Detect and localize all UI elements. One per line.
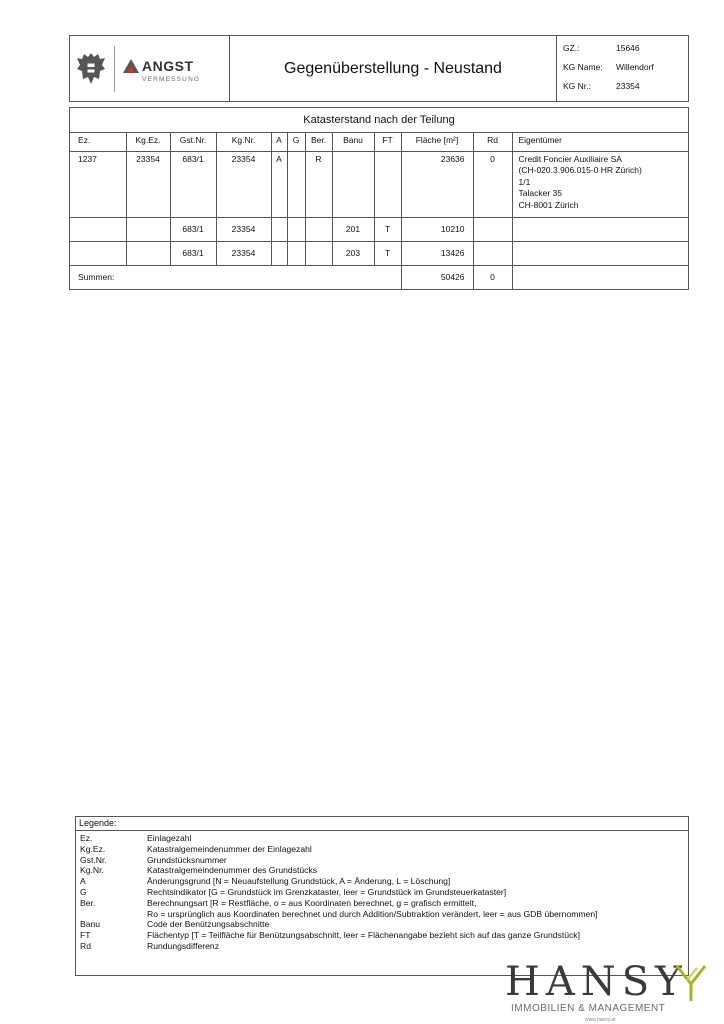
logo-cell [70, 36, 230, 101]
cell-kgnr: 23354 [216, 217, 271, 241]
brand-name: ANGST [142, 58, 194, 74]
legend-desc: Änderungsgrund [N = Neuaufstellung Grundstück, A = Änderung, L = Löschung] [147, 876, 451, 887]
info-value: 23354 [616, 81, 640, 91]
owner-line: Credit Foncier Auxiliaire SA [518, 153, 622, 164]
sum-empty [512, 265, 688, 289]
owner-line: 1/1 [518, 176, 531, 187]
table-row [70, 241, 688, 265]
legend-item [76, 930, 688, 941]
cadastre-table [70, 133, 688, 289]
legend-item [76, 876, 688, 887]
cell-ft: T [374, 217, 401, 241]
cell-flaeche: 23636 [401, 151, 473, 217]
col-header: Kg.Ez. [126, 133, 170, 151]
legend-key: G [80, 886, 87, 897]
hansy-logo-text: HANSY [505, 959, 688, 1005]
legend-desc: Katastralgemeindenummer der Einlagezahl [147, 843, 312, 854]
cell-ber [305, 241, 332, 265]
legend-key: Kg.Ez. [80, 843, 106, 854]
austrian-eagle-icon [76, 49, 106, 87]
cell-owner [512, 151, 688, 217]
col-header: Ez. [70, 133, 126, 151]
cell-flaeche: 13426 [401, 241, 473, 265]
legend-desc: Flächentyp [T = Teilfläche für Benützungsabschnitt, leer = Flächenangabe bezieht sich auf das ganze Grundstück] [147, 930, 580, 941]
col-header: Rd [473, 133, 512, 151]
legend-list [76, 831, 688, 952]
col-header: G [287, 133, 305, 151]
sum-flaeche: 50426 [401, 265, 473, 289]
col-header: Banu [332, 133, 374, 151]
sum-label: Summen: [70, 265, 401, 289]
cell-banu [332, 151, 374, 217]
info-value: Willendorf [616, 62, 654, 72]
owner-line: Talacker 35 [518, 188, 562, 198]
cell-kgez [126, 217, 170, 241]
cell-gst: 683/1 [170, 241, 216, 265]
legend-item [76, 898, 688, 909]
col-header: A [271, 133, 287, 151]
cell-kgnr: 23354 [216, 241, 271, 265]
info-label: KG Nr.: [563, 81, 591, 91]
legend-desc: Rechtsindikator [G = Grundstück im Grenzkataster, leer = Grundstück im Grundsteuerkataster] [147, 886, 507, 897]
cell-kgnr: 23354 [216, 151, 271, 217]
document-title: Gegenüberstellung - Neustand [230, 36, 557, 101]
document-header [69, 35, 689, 102]
legend-key: Rd [80, 940, 91, 951]
legend-desc: Katastralgemeindenummer des Grundstücks [147, 865, 318, 876]
col-header: Ber. [305, 133, 332, 151]
cell-ez: 1237 [70, 151, 126, 217]
legend-key: FT [80, 930, 91, 941]
cell-g [287, 241, 305, 265]
legend-key: Gst.Nr. [80, 854, 107, 865]
hansy-leaf-icon [673, 964, 709, 1002]
legend-desc: Einlagezahl [147, 833, 192, 843]
sum-row [70, 265, 688, 289]
legend-desc: Code der Benützungsabschnitte [147, 919, 270, 930]
cell-rd [473, 217, 512, 241]
info-value: 15646 [616, 43, 640, 53]
col-header: Eigentümer [512, 133, 688, 151]
cell-kgez [126, 241, 170, 265]
info-label: KG Name: [563, 62, 603, 72]
legend-title: Legende: [76, 817, 688, 831]
legend-key: Ber. [80, 897, 96, 908]
cell-rd: 0 [473, 151, 512, 217]
cell-gst: 683/1 [170, 151, 216, 217]
col-header: Kg.Nr. [216, 133, 271, 151]
legend-desc: Ro = ursprünglich aus Koordinaten berechnet und durch Addition/Subtraktion verändert, leer = aus GDB übernommen] [147, 908, 598, 919]
cell-banu: 203 [332, 241, 374, 265]
legend-key: Banu [80, 919, 101, 930]
table-row [70, 217, 688, 241]
col-header: Fläche [m²] [401, 133, 473, 151]
cell-a: A [271, 151, 287, 217]
owner-line: (CH-020.3.906.015-0 HR Zürich) [518, 165, 642, 175]
legend-item [76, 855, 688, 866]
legend-item [76, 909, 688, 920]
legend-item [76, 865, 688, 876]
logo-divider [114, 46, 115, 92]
legend-item [76, 919, 688, 930]
table-header-row [70, 133, 688, 151]
cell-a [271, 217, 287, 241]
hansy-url: www.hansy.at [585, 1017, 616, 1023]
col-header: Gst.Nr. [170, 133, 216, 151]
info-label: GZ.: [563, 43, 580, 53]
legend-item [76, 833, 688, 844]
hansy-watermark [505, 959, 715, 1023]
hansy-subtitle: IMMOBILIEN & MANAGEMENT [511, 1003, 666, 1014]
cell-banu: 201 [332, 217, 374, 241]
legend-item [76, 941, 688, 952]
col-header: FT [374, 133, 401, 151]
cadastre-table-section [69, 107, 689, 290]
cell-ft: T [374, 241, 401, 265]
cell-owner [512, 217, 688, 241]
table-title: Katasterstand nach der Teilung [70, 108, 688, 133]
cell-rd [473, 241, 512, 265]
legend-key: Ez. [80, 833, 93, 843]
legend-item [76, 887, 688, 898]
cell-owner [512, 241, 688, 265]
cell-g [287, 217, 305, 241]
cell-gst: 683/1 [170, 217, 216, 241]
table-row [70, 151, 688, 217]
legend-key: Kg.Nr. [80, 865, 104, 876]
legend-box [75, 816, 689, 976]
legend-key: A [80, 876, 86, 887]
cell-ft [374, 151, 401, 217]
sum-rd: 0 [473, 265, 512, 289]
legend-desc: Berechnungsart [R = Restfläche, o = aus Koordinaten berechnet, g = grafisch ermittelt, [147, 897, 477, 908]
cell-ber: R [305, 151, 332, 217]
info-cell [557, 36, 688, 101]
cell-g [287, 151, 305, 217]
legend-desc: Grundstücksnummer [147, 854, 227, 865]
brand-subtitle: VERMESSUNG [142, 76, 201, 83]
legend-item [76, 844, 688, 855]
cell-ber [305, 217, 332, 241]
cell-a [271, 241, 287, 265]
cell-ez [70, 217, 126, 241]
cell-ez [70, 241, 126, 265]
owner-line: CH-8001 Zürich [518, 199, 579, 210]
cell-flaeche: 10210 [401, 217, 473, 241]
legend-desc: Rundungsdifferenz [147, 940, 219, 951]
angst-triangle-icon [122, 58, 140, 74]
cell-kgez: 23354 [126, 151, 170, 217]
